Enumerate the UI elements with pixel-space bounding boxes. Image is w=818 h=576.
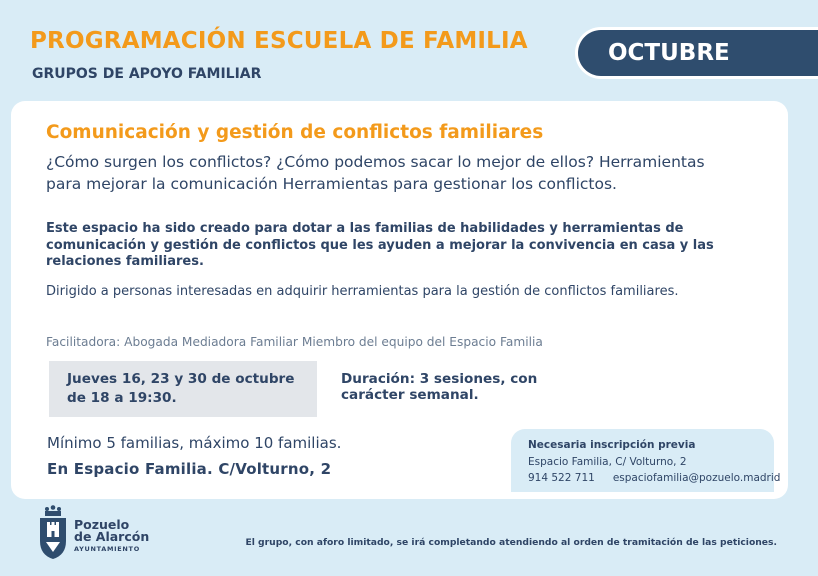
card-description: Este espacio ha sido creado para dotar a las familias de habilidades y herramientas de comunicación y gestión de conflictos que les ayuden a mejorar la convivencia en casa y las relaciones familiares. bbox=[46, 221, 714, 269]
card-target-audience: Dirigido a personas interesadas en adquirir herramientas para la gestión de conflictos familiares. bbox=[46, 284, 679, 299]
location-text: En Espacio Familia. C/Volturno, 2 bbox=[47, 460, 332, 478]
logo-text bbox=[74, 519, 149, 553]
card-questions: ¿Cómo surgen los conflictos? ¿Cómo podemos sacar lo mejor de ellos? Herramientas para mejorar la comunicación Herramientas para gestionar los conflictos. bbox=[46, 153, 705, 193]
registration-address: Espacio Familia, C/ Volturno, 2 bbox=[528, 456, 687, 468]
dates-line-2: de 18 a 19:30. bbox=[67, 390, 177, 406]
registration-contact bbox=[528, 470, 781, 486]
registration-title: Necesaria inscripción previa bbox=[528, 439, 696, 451]
dates-box bbox=[49, 361, 317, 417]
month-badge bbox=[575, 27, 818, 79]
month-label: OCTUBRE bbox=[608, 40, 730, 66]
municipality-logo bbox=[38, 505, 149, 561]
registration-email[interactable]: espaciofamilia@pozuelo.madrid bbox=[612, 472, 781, 484]
card-facilitator: Facilitadora: Abogada Mediadora Familiar Miembro del equipo del Espacio Familia bbox=[46, 335, 543, 349]
dates-line-1: Jueves 16, 23 y 30 de octubre bbox=[67, 371, 295, 387]
logo-line-2: de Alarcón bbox=[74, 529, 150, 544]
card-heading: Comunicación y gestión de conflictos familiares bbox=[46, 122, 544, 143]
main-title: PROGRAMACIÓN ESCUELA DE FAMILIA bbox=[30, 28, 528, 54]
duration-box bbox=[341, 371, 581, 403]
duration-line-2: carácter semanal. bbox=[341, 387, 479, 403]
logo-line-1: Pozuelo bbox=[74, 517, 130, 532]
sub-title: GRUPOS DE APOYO FAMILIAR bbox=[32, 66, 262, 82]
registration-phone: 914 522 711 bbox=[528, 472, 595, 484]
coat-of-arms-icon bbox=[38, 505, 68, 561]
footer-note: El grupo, con aforo limitado, se irá completando atendiendo al orden de tramitación de las peticiones. bbox=[245, 537, 777, 548]
duration-line-1: Duración: 3 sesiones, con bbox=[341, 371, 538, 387]
logo-line-3: AYUNTAMIENTO bbox=[74, 545, 140, 553]
capacity-text: Mínimo 5 familias, máximo 10 familias. bbox=[47, 434, 342, 452]
registration-box bbox=[511, 429, 781, 492]
